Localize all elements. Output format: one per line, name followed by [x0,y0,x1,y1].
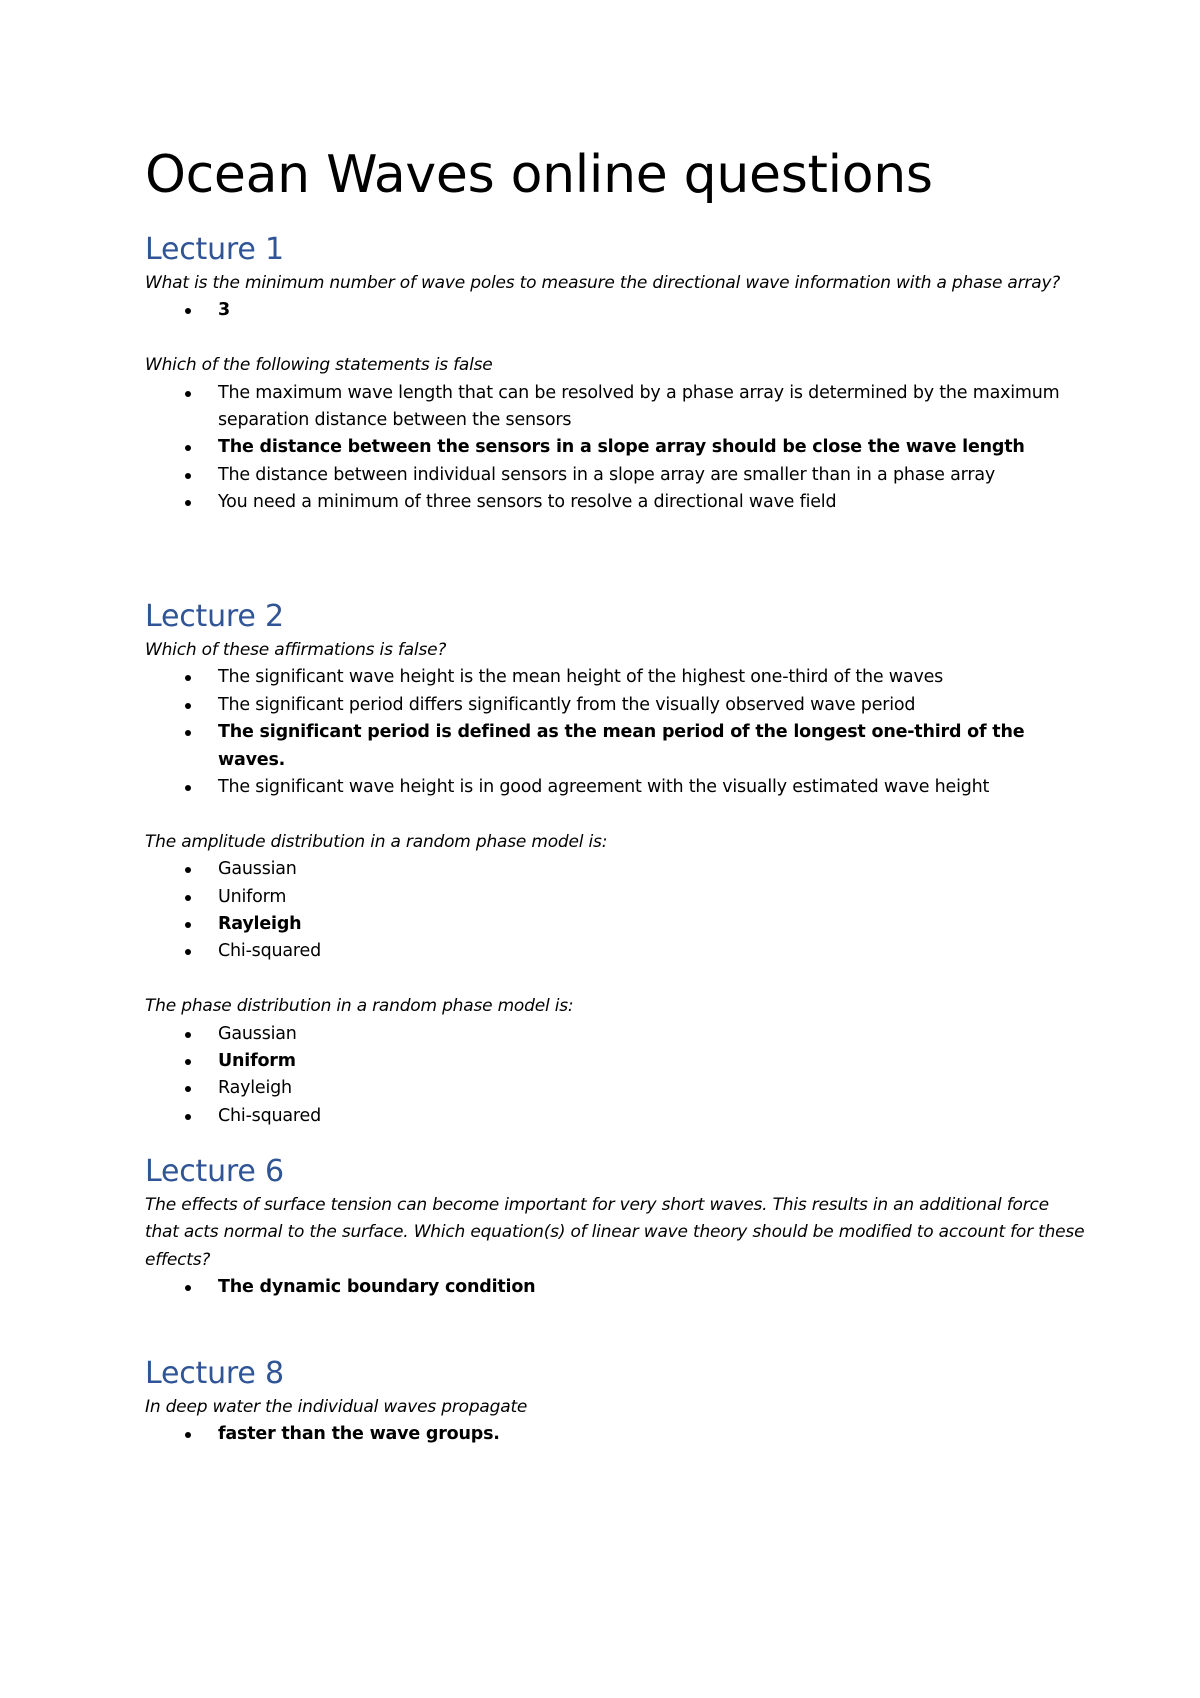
question-block [145,637,1085,801]
answer-option-correct: 3 [145,297,1085,324]
question-block [145,1192,1085,1302]
question-text: Which of these affirmations is false? [145,640,447,660]
answer-list [145,1021,1085,1131]
question-block [145,829,1085,966]
document-title: Ocean Waves online questions [145,145,933,205]
section-lecture-1 [145,230,1085,517]
question-text: The amplitude distribution in a random phase model is: [145,831,608,852]
answer-option-correct: The significant period is defined as the mean period of the longest one-third of the waves. [145,719,1085,774]
answer-option: Chi-squared [145,1103,1085,1130]
answer-option-correct: faster than the wave groups. [145,1421,1085,1448]
section-lecture-2 [145,597,1085,1130]
answer-list [145,856,1085,966]
question-block [145,993,1085,1130]
question-text: What is the minimum number of wave poles to measure the directional wave information with a phase array? [145,273,1061,293]
answer-list [145,1421,1085,1448]
answer-option: The significant wave height is in good agreement with the visually estimated wave height [145,774,1085,801]
answer-option: The maximum wave length that can be resolved by a phase array is determined by the maximum separation distance between the sensors [145,380,1085,435]
answer-option: You need a minimum of three sensors to resolve a directional wave field [145,489,1085,516]
answer-option: The distance between individual sensors in a slope array are smaller than in a phase array [145,462,1085,489]
section-heading: Lecture 8 [145,1356,284,1391]
question-block [145,352,1085,516]
question-text: The effects of surface tension can become important for very short waves. This results in an additional force that acts normal to the surface. Which equation(s) of linear wave theory should be modified to account for these effects? [145,1195,1085,1270]
question-text: In deep water the individual waves propagate [145,1397,528,1417]
section-heading: Lecture 2 [145,599,284,634]
question-text: The phase distribution in a random phase model is: [145,996,574,1017]
answer-option-correct: The distance between the sensors in a slope array should be close the wave length [145,434,1085,461]
section-heading: Lecture 6 [145,1154,284,1189]
section-lecture-6 [145,1152,1085,1302]
answer-list [145,664,1085,801]
answer-list [145,380,1085,517]
question-text: Which of the following statements is false [145,355,493,376]
answer-option-correct: Uniform [145,1048,1085,1075]
answer-option: The significant period differs significantly from the visually observed wave period [145,692,1085,719]
section-heading: Lecture 1 [145,232,284,267]
question-block [145,1394,1085,1449]
answer-option-correct: The dynamic boundary condition [145,1274,1085,1301]
answer-option: Uniform [145,884,1085,911]
answer-option: Gaussian [145,856,1085,883]
answer-list [145,297,1085,324]
answer-option: Chi-squared [145,938,1085,965]
section-lecture-8 [145,1354,1085,1449]
answer-list [145,1274,1085,1301]
answer-option: Gaussian [145,1021,1085,1048]
answer-option: Rayleigh [145,1075,1085,1102]
answer-option-correct: Rayleigh [145,911,1085,938]
question-block [145,270,1085,325]
answer-option: The significant wave height is the mean height of the highest one-third of the waves [145,664,1085,691]
